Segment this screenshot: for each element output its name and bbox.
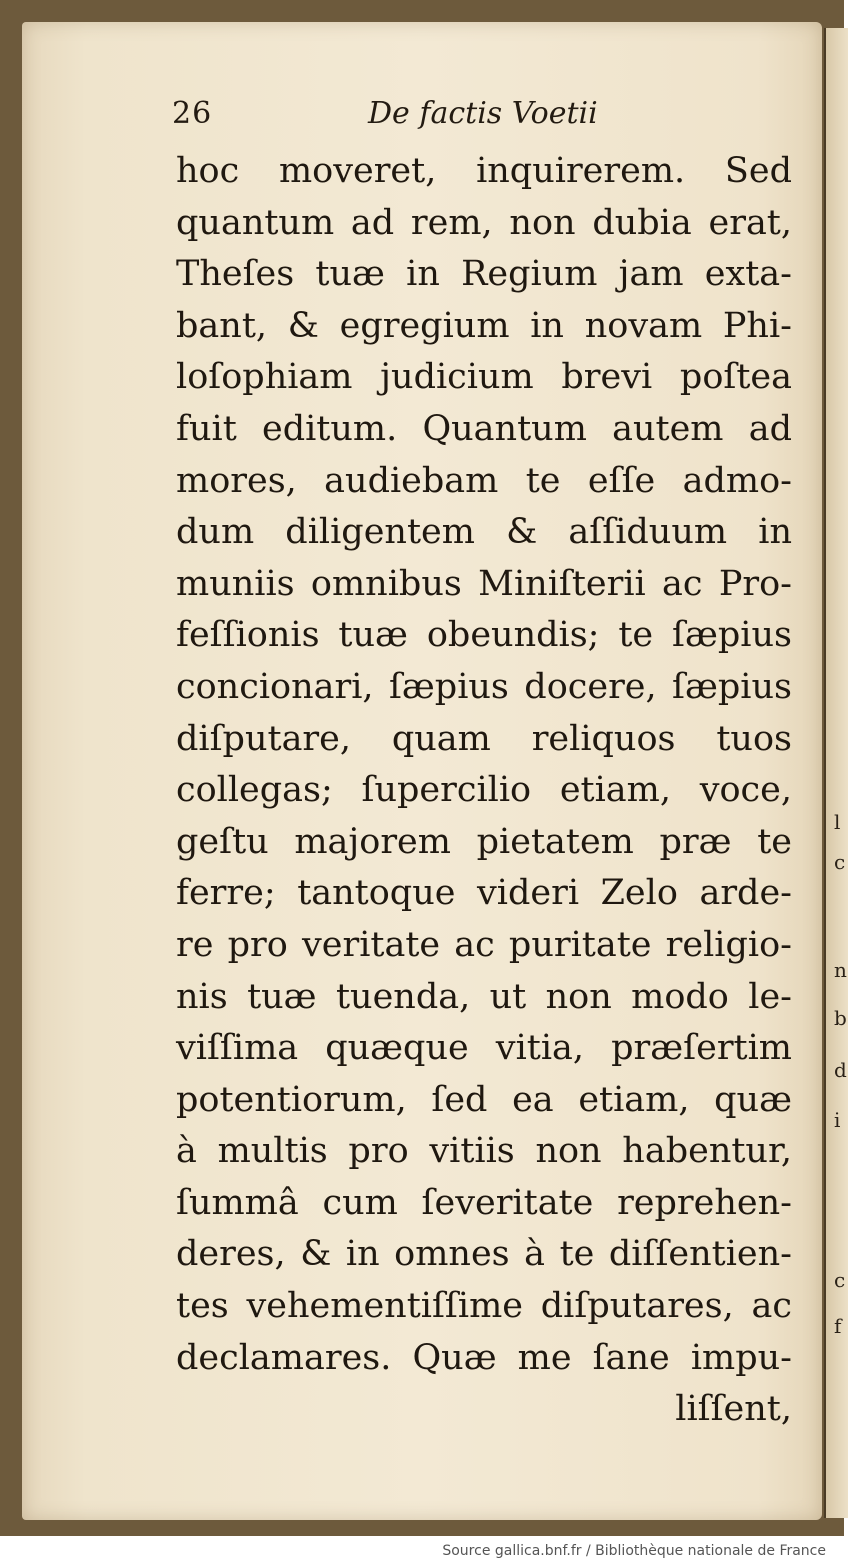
text-line: collegas; ſupercilio etiam, voce, bbox=[176, 770, 792, 811]
page-number: 26 bbox=[172, 96, 213, 131]
edge-letter: c bbox=[834, 850, 846, 874]
text-line: viſſima quæque vitia, præſertim bbox=[176, 1028, 792, 1069]
body-text bbox=[176, 146, 792, 1436]
text-line: concionari, ſæpius docere, ſæpius bbox=[176, 666, 792, 707]
text-line: bant, & egregium in novam Phi- bbox=[176, 305, 792, 346]
text-line: quantum ad rem, non dubia erat, bbox=[176, 202, 792, 243]
text-line: à multis pro vitiis non habentur, bbox=[176, 1131, 792, 1172]
source-footer bbox=[0, 1536, 844, 1566]
text-line: geſtu majorem pietatem præ te bbox=[176, 821, 792, 862]
text-line: nis tuæ tuenda, ut non modo le- bbox=[176, 976, 792, 1017]
text-line: muniis omnibus Miniſterii ac Pro- bbox=[176, 563, 792, 604]
edge-letter: i bbox=[834, 1108, 841, 1132]
text-line: ferre; tantoque videri Zelo arde- bbox=[176, 873, 792, 914]
catchword: liſſent, bbox=[675, 1389, 792, 1430]
text-line: potentiorum, ſed ea etiam, quæ bbox=[176, 1079, 792, 1120]
next-page-edge bbox=[824, 28, 848, 1518]
text-line: dum diligentem & aſſiduum in bbox=[176, 512, 792, 553]
text-line: Theſes tuæ in Regium jam exta- bbox=[176, 254, 792, 295]
text-line: feſſionis tuæ obeundis; te ſæpius bbox=[176, 615, 792, 656]
source-attribution: Source gallica.bnf.fr / Bibliothèque nationale de France bbox=[442, 1543, 826, 1559]
text-line: hoc moveret, inquirerem. Sed bbox=[176, 151, 792, 191]
text-line: declamares. Quæ me ſane impu- bbox=[176, 1337, 792, 1378]
edge-letter: d bbox=[834, 1058, 847, 1082]
text-line: ſummâ cum ſeveritate reprehen- bbox=[176, 1182, 792, 1223]
text-line: mores, audiebam te eſſe admo- bbox=[176, 460, 792, 501]
text-line: deres, & in omnes à te diſſentien- bbox=[176, 1234, 792, 1275]
text-line: re pro veritate ac puritate religio- bbox=[176, 924, 792, 965]
edge-letter: l bbox=[834, 810, 841, 834]
text-line: tes vehementiſſime diſputares, ac bbox=[176, 1286, 792, 1327]
edge-letter: f bbox=[834, 1314, 842, 1338]
text-line: loſophiam judicium brevi poſtea bbox=[176, 357, 792, 398]
edge-letter: c bbox=[834, 1268, 846, 1292]
edge-letter: n bbox=[834, 958, 847, 982]
edge-letter: b bbox=[834, 1006, 847, 1030]
text-line: fuit editum. Quantum autem ad bbox=[176, 408, 792, 449]
page-header bbox=[172, 96, 804, 144]
running-title: De factis Voetii bbox=[368, 96, 598, 131]
text-line: diſputare, quam reliquos tuos bbox=[176, 718, 792, 759]
